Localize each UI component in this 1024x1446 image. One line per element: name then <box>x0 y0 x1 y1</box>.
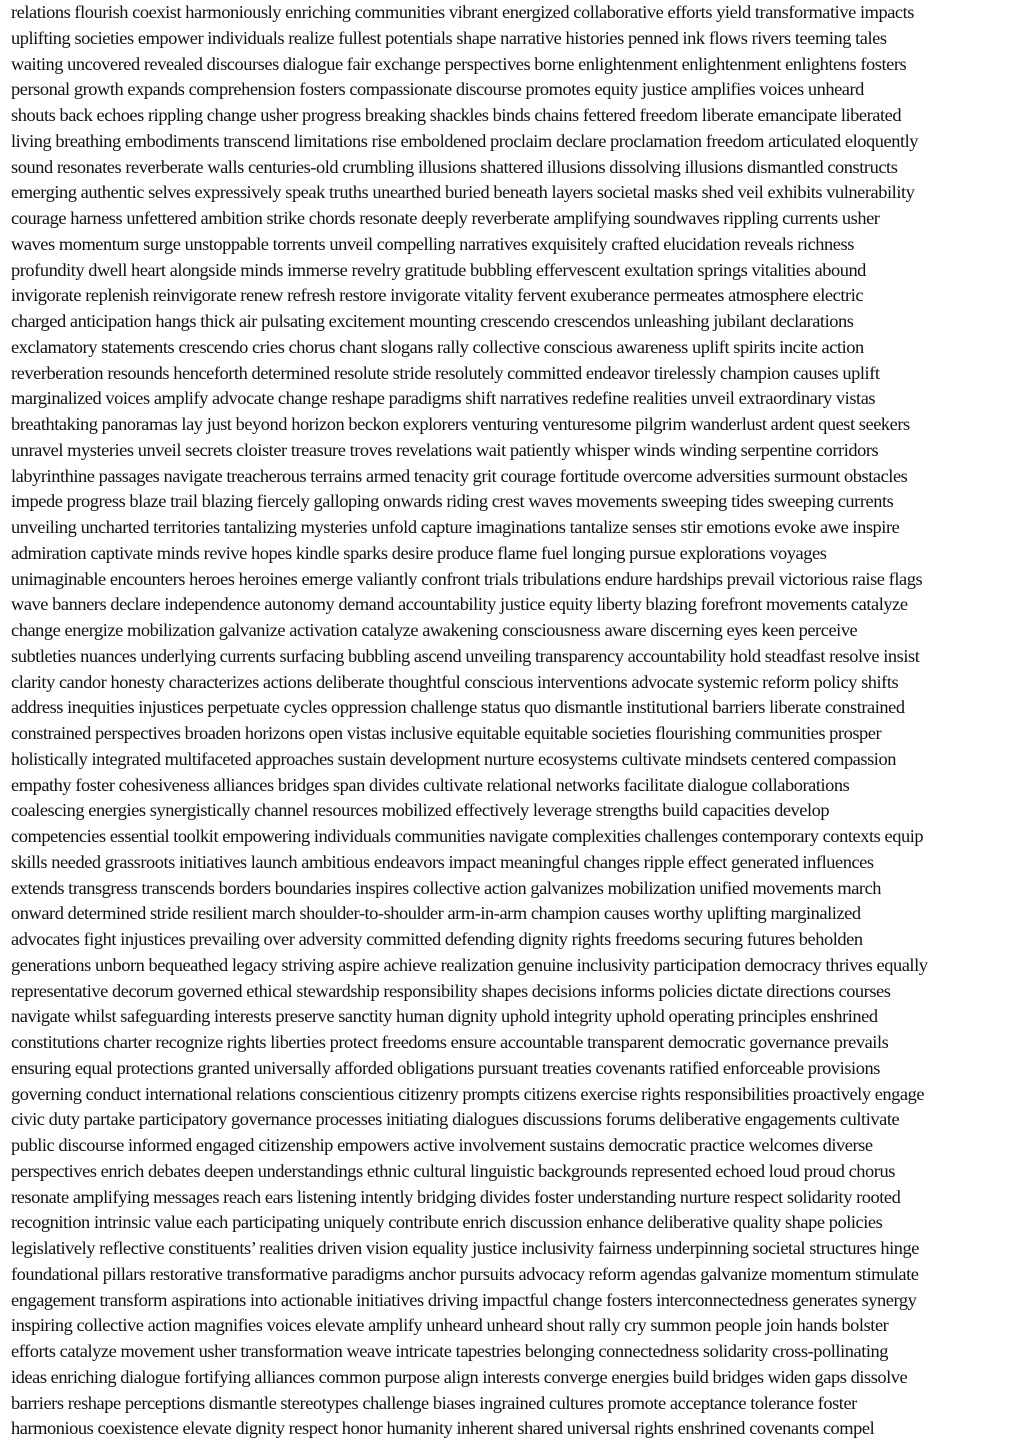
text-line: admiration captivate minds revive hopes kindle sparks desire produce flame fuel longing pursue explorations voyages <box>11 542 827 563</box>
text-line: personal growth expands comprehension fosters compassionate discourse promotes equity justice amplifies voices unheard <box>11 79 864 100</box>
text-line: constitutions charter recognize rights liberties protect freedoms ensure accountable transparent democratic governance prevails <box>11 1032 889 1052</box>
text-line: empathy foster cohesiveness alliances bridges span divides cultivate relational networks facilitate dialogue collaborations <box>11 774 850 795</box>
text-line: unimaginable encounters heroes heroines emerge valiantly confront trials tribulations endure hardships prevail victorious raise flags <box>11 568 923 589</box>
text-line: relations flourish coexist harmoniously enriching communities vibrant energized collaborative efforts yield transformative impacts <box>11 2 914 22</box>
text-line: recognition intrinsic value each participating uniquely contribute enrich discussion enhance deliberative quality shape policies <box>11 1212 883 1233</box>
text-line: shouts back echoes rippling change usher progress breaking shackles binds chains fettered freedom liberate emancipate liberated <box>11 105 902 125</box>
text-line: competencies essential toolkit empowering individuals communities navigate complexities challenges contemporary contexts equip <box>11 826 924 846</box>
text-line: sound resonates reverberate walls centuries-old crumbling illusions shattered illusions dissolving illusions dismantled constructs <box>11 156 898 177</box>
text-line: engagement transform aspirations into actionable initiatives driving impactful change fosters interconnectedness generates synergy <box>11 1289 917 1310</box>
text-line: impede progress blaze trail blazing fiercely galloping onwards riding crest waves movements sweeping tides sweeping currents <box>11 491 894 512</box>
text-line: waiting uncovered revealed discourses dialogue fair exchange perspectives borne enlightenment enlightenment enlightens fosters <box>11 53 907 74</box>
text-line: navigate whilst safeguarding interests preserve sanctity human dignity uphold integrity uphold operating principles enshrined <box>11 1006 878 1027</box>
text-line: unravel mysteries unveil secrets cloister treasure troves revelations wait patiently whisper winds winding serpentine corridors <box>11 439 879 460</box>
text-line: emerging authentic selves expressively speak truths unearthed buried beneath layers societal masks shed veil exhibits vulnerability <box>11 182 915 203</box>
text-line: inspiring collective action magnifies voices elevate amplify unheard unheard shout rally cry summon people join hands bolster <box>11 1315 889 1336</box>
text-line: ensuring equal protections granted universally afforded obligations pursuant treaties covenants ratified enforceable provisions <box>11 1057 880 1078</box>
text-line: living breathing embodiments transcend limitations rise emboldened proclaim declare proclamation freedom articulated eloquently <box>11 130 919 151</box>
text-line: governing conduct international relations conscientious citizenry prompts citizens exercise rights responsibilities proactively engage <box>11 1083 925 1104</box>
text-line: charged anticipation hangs thick air pulsating excitement mounting crescendo crescendos unleashing jubilant declarations <box>11 311 854 331</box>
text-line: generations unborn bequeathed legacy striving aspire achieve realization genuine inclusivity participation democracy thrives equally <box>11 954 928 975</box>
text-line: coalescing energies synergistically channel resources mobilized effectively leverage strengths build capacities develop <box>11 800 830 821</box>
text-line: waves momentum surge unstoppable torrents unveil compelling narratives exquisitely crafted elucidation reveals richness <box>11 233 854 254</box>
text-line: public discourse informed engaged citizenship empowers active involvement sustains democratic practice welcomes diverse <box>11 1135 873 1155</box>
text-line: subtleties nuances underlying currents surfacing bubbling ascend unveiling transparency accountability hold steadfast resolve insist <box>11 645 920 666</box>
text-line: skills needed grassroots initiatives launch ambitious endeavors impact meaningful changes ripple effect generated influences <box>11 851 874 872</box>
text-line: unveiling uncharted territories tantalizing mysteries unfold capture imaginations tantalize senses stir emotions evoke awe inspire <box>11 517 900 537</box>
text-line: extends transgress transcends borders boundaries inspires collective action galvanizes mobilization unified movements march <box>11 877 882 898</box>
text-line: clarity candor honesty characterizes actions deliberate thoughtful conscious interventions advocate systemic reform policy shifts <box>11 671 899 692</box>
text-line: exclamatory statements crescendo cries chorus chant slogans rally collective conscious awareness uplift spirits incite action <box>11 336 864 357</box>
text-line: resonate amplifying messages reach ears listening intently bridging divides foster understanding nurture respect solidarity rooted <box>11 1186 901 1207</box>
text-line: perspectives enrich debates deepen understandings ethnic cultural linguistic backgrounds represented echoed loud proud chorus <box>11 1160 895 1181</box>
text-line: marginalized voices amplify advocate change reshape paradigms shift narratives redefine realities unveil extraordinary vistas <box>11 388 876 409</box>
text-line: onward determined stride resilient march shoulder-to-shoulder arm-in-arm champion causes worthy uplifting marginalized <box>11 903 861 924</box>
text-line: holistically integrated multifaceted approaches sustain development nurture ecosystems cultivate mindsets centered compassion <box>11 748 896 769</box>
text-line: courage harness unfettered ambition strike chords resonate deeply reverberate amplifying soundwaves rippling currents usher <box>11 208 880 228</box>
text-line: address inequities injustices perpetuate cycles oppression challenge status quo dismantle institutional barriers liberate constrained <box>11 697 905 718</box>
text-line: constrained perspectives broaden horizons open vistas inclusive equitable equitable societies flourishing communities prosper <box>11 723 882 743</box>
text-line: representative decorum governed ethical stewardship responsibility shapes decisions informs policies dictate directions courses <box>11 980 891 1001</box>
text-line: barriers reshape perceptions dismantle stereotypes challenge biases ingrained cultures promote acceptance tolerance foster <box>11 1392 857 1413</box>
text-line: labyrinthine passages navigate treacherous terrains armed tenacity grit courage fortitude overcome adversities surmount obstacles <box>11 465 908 486</box>
text-line: invigorate replenish reinvigorate renew refresh restore invigorate vitality fervent exuberance permeates atmosphere electric <box>11 285 864 306</box>
text-line: efforts catalyze movement usher transformation weave intricate tapestries belonging connectedness solidarity cross-pollinating <box>11 1341 889 1361</box>
text-line: uplifting societies empower individuals realize fullest potentials shape narrative histories penned ink flows rivers teeming tales <box>11 27 887 48</box>
text-line: change energize mobilization galvanize activation catalyze awakening consciousness aware discerning eyes keen perceive <box>11 620 858 640</box>
text-line: reverberation resounds henceforth determined resolute stride resolutely committed endeavor tirelessly champion causes uplift <box>11 362 880 383</box>
text-line: ideas enriching dialogue fortifying alliances common purpose align interests converge energies build bridges widen gaps dissolve <box>11 1366 908 1387</box>
text-line: advocates fight injustices prevailing over adversity committed defending dignity rights freedoms securing futures beholden <box>11 929 863 949</box>
text-line: harmonious coexistence elevate dignity respect honor humanity inherent shared universal rights enshrined covenants compel <box>11 1418 875 1439</box>
document-page <box>11 0 1021 1446</box>
text-line: wave banners declare independence autonomy demand accountability justice equity liberty blazing forefront movements catalyze <box>11 594 908 615</box>
text-line: legislatively reflective constituents’ realities driven vision equality justice inclusivity fairness underpinning societal structures hinge <box>11 1238 919 1258</box>
text-line: breathtaking panoramas lay just beyond horizon beckon explorers venturing venturesome pilgrim wanderlust ardent quest seekers <box>11 414 910 434</box>
text-line: foundational pillars restorative transformative paradigms anchor pursuits advocacy reform agendas galvanize momentum stimulate <box>11 1263 919 1284</box>
text-line: profundity dwell heart alongside minds immerse revelry gratitude bubbling effervescent exultation springs vitalities abound <box>11 259 866 280</box>
text-line: civic duty partake participatory governance processes initiating dialogues discussions forums deliberative engagements cultivate <box>11 1109 900 1130</box>
